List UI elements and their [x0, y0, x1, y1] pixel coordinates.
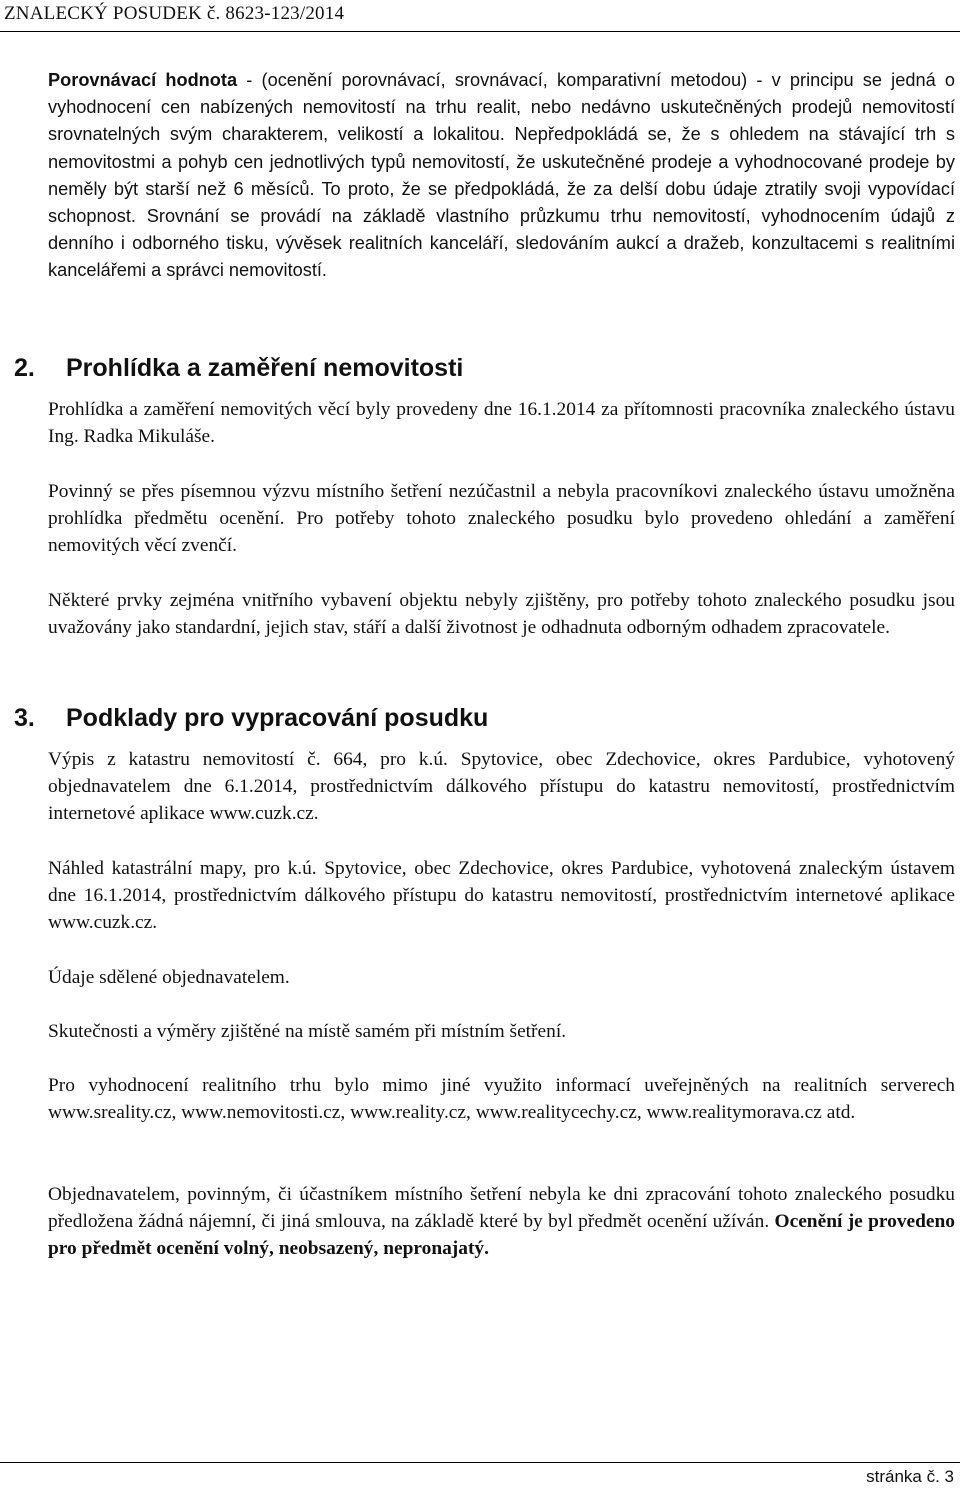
valuation-method-paragraph [48, 67, 955, 285]
section-2-title: Prohlídka a zaměření nemovitosti [66, 354, 464, 382]
intro-lead-term: Porovnávací hodnota [48, 70, 238, 90]
section-3-paragraph-1: Výpis z katastru nemovitostí č. 664, pro k.ú. Spytovice, obec Zdechovice, okres Pardubice, vyhotovený objednavatelem dne 6.1.2014, prostřednictvím dálkového přístupu do katastru nemovitostí, prostřednictvím internetové aplikace www.cuzk.cz. [48, 749, 955, 825]
section-3-paragraph-5: Pro vyhodnocení realitního trhu bylo mimo jiné využito informací uveřejněných na realitních serverech www.sreality.cz, www.nemovitosti.cz, www.reality.cz, www.realitycechy.cz, www.realitymorava.cz atd. [48, 1075, 955, 1124]
footer-divider [0, 1462, 960, 1463]
document-header-title: ZNALECKÝ POSUDEK č. 8623-123/2014 [4, 3, 345, 24]
section-3-number: 3. [14, 704, 35, 732]
section-2-number: 2. [14, 354, 35, 382]
header-divider [0, 31, 960, 32]
intro-body: - (ocenění porovnávací, srovnávací, komparativní metodou) - v principu se jedná o vyhodnocení cen nabízených nemovitostí na trhu realit, nebo nedávno uskutečněných prodejů nemovitostí srovnatelných svým charakterem, velikostí a lokalitou. Nepředpokládá se, že s ohledem na stávající trh s nemovitostmi a pohyb cen jednotlivých typů nemovitostí, že uskutečněné prodeje a vyhodnocované prodeje by neměly být starší než 6 měsíců. To proto, že se předpokládá, že za delší dobu údaje ztratily svoji vypovídací schopnost. Srovnání se provádí na základě vlastního průzkumu trhu nemovitostí, vyhodnocením údajů z denního i odborného tisku, vývěsek realitních kanceláří, sledováním aukcí a dražeb, konzultacemi s realitními kancelářemi a správci nemovitostí. [48, 70, 955, 281]
section-3-paragraph-4: Skutečnosti a výměry zjištěné na místě samém při místním šetření. [48, 1021, 567, 1042]
section-3-paragraph-6-text: Objednavatelem, povinným, či účastníkem místního šetření nebyla ke dni zpracování tohoto znaleckého posudku předložena žádná nájemní, či jiná smlouva, na základě které by byl předmět ocenění užíván. [48, 1184, 955, 1233]
intro-text [48, 67, 955, 285]
section-2-paragraph-1: Prohlídka a zaměření nemovitých věcí byly provedeny dne 16.1.2014 za přítomnosti pracovníka znaleckého ústavu Ing. Radka Mikuláše. [48, 399, 955, 448]
section-3-paragraph-3: Údaje sdělené objednavatelem. [48, 967, 290, 988]
section-2-paragraph-3: Některé prvky zejména vnitřního vybavení objektu nebyly zjištěny, pro potřeby tohoto znaleckého posudku jsou uvažovány jako standardní, jejich stav, stáří a další životnost je odhadnuta odborným odhadem zpracovatele. [48, 590, 955, 639]
section-2-heading [14, 353, 463, 383]
section-2-paragraph-2: Povinný se přes písemnou výzvu místního šetření nezúčastnil a nebyla pracovníkovi znaleckého ústavu umožněna prohlídka předmětu ocenění. Pro potřeby tohoto znaleckého posudku bylo provedeno ohledání a zaměření nemovitých věcí zvenčí. [48, 481, 955, 557]
section-3-paragraph-2: Náhled katastrální mapy, pro k.ú. Spytovice, obec Zdechovice, okres Pardubice, vyhotovená znaleckým ústavem dne 16.1.2014, prostřednictvím dálkového přístupu do katastru nemovitostí, prostřednictvím internetové aplikace www.cuzk.cz. [48, 858, 955, 934]
section-3-heading [14, 703, 488, 733]
page-number: stránka č. 3 [866, 1467, 954, 1486]
section-3-title: Podklady pro vypracování posudku [66, 704, 489, 732]
section-3-paragraph-6-emphasis: Ocenění je provedeno pro předmět ocenění volný, neobsazený, nepronajatý. [48, 1211, 955, 1260]
section-3-paragraph-6 [48, 1181, 955, 1263]
